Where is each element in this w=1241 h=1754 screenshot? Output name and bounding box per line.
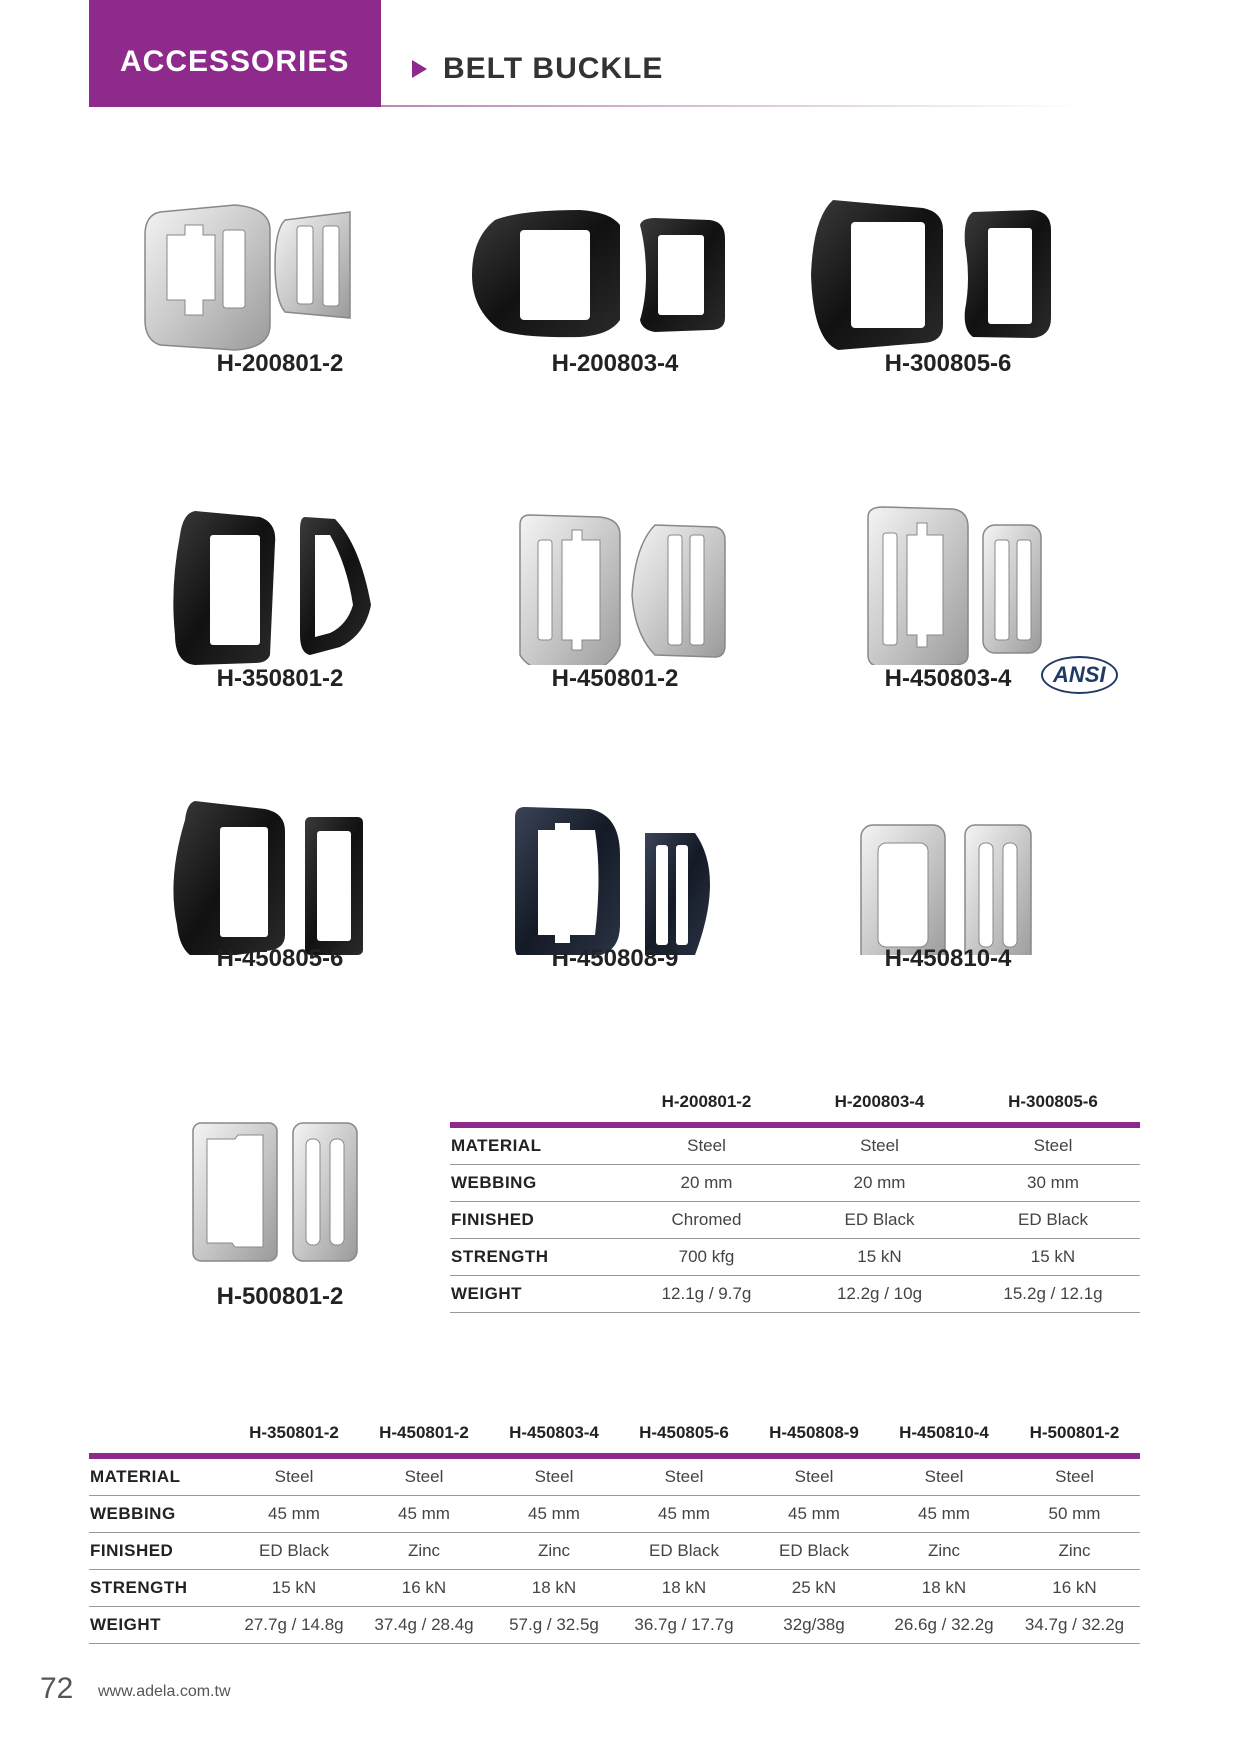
table-cell: 700 kfg: [620, 1239, 793, 1276]
product-card: [460, 505, 770, 755]
table-header-cell: H-450803-4: [489, 1423, 619, 1456]
table-cell: Steel: [1009, 1456, 1140, 1496]
buckle-image: [125, 190, 435, 370]
buckle-image: [793, 505, 1103, 665]
ansi-badge: ANSI: [1041, 656, 1118, 694]
buckle-image: [793, 795, 1103, 955]
table-cell: ED Black: [793, 1202, 966, 1239]
table-cell: Steel: [359, 1456, 489, 1496]
product-code: H-450810-4: [884, 945, 1012, 972]
table-header-cell: H-350801-2: [229, 1423, 359, 1456]
product-card: [793, 505, 1106, 755]
product-card: [125, 190, 435, 440]
triangle-bullet-icon: [412, 60, 427, 78]
table-cell: 20 mm: [620, 1165, 793, 1202]
product-code: H-450808-9: [551, 945, 679, 972]
product-code: H-200803-4: [551, 350, 679, 377]
product-card: [125, 1115, 435, 1365]
table-cell: ED Black: [229, 1533, 359, 1570]
table-header-blank: [89, 1423, 229, 1456]
table-header-cell: H-450810-4: [879, 1423, 1009, 1456]
product-card: [793, 190, 1103, 440]
table-cell: 45 mm: [359, 1496, 489, 1533]
table-row: [450, 1276, 1140, 1313]
table-cell: 18 kN: [619, 1570, 749, 1607]
section-label: ACCESSORIES: [120, 45, 350, 78]
table-cell: 20 mm: [793, 1165, 966, 1202]
table-row: [450, 1165, 1140, 1202]
section-tab: [89, 0, 381, 107]
buckle-image: [460, 505, 770, 665]
page-title-text: BELT BUCKLE: [443, 52, 664, 85]
table-cell: 45 mm: [619, 1496, 749, 1533]
row-label: WEIGHT: [450, 1276, 620, 1313]
table-cell: 18 kN: [489, 1570, 619, 1607]
table-row: [89, 1607, 1140, 1644]
table-cell: 30 mm: [966, 1165, 1140, 1202]
website-link[interactable]: www.adela.com.tw: [98, 1683, 231, 1700]
buckle-image: [125, 795, 435, 955]
row-label: FINISHED: [450, 1202, 620, 1239]
table-cell: Steel: [966, 1125, 1140, 1165]
buckle-image: [460, 795, 770, 955]
product-code: H-300805-6: [884, 350, 1012, 377]
product-code: H-200801-2: [216, 350, 344, 377]
table-cell: 32g/38g: [749, 1607, 879, 1644]
table-cell: 45 mm: [229, 1496, 359, 1533]
buckle-image: [125, 505, 435, 665]
product-card: [125, 505, 435, 755]
table-header-cell: H-450805-6: [619, 1423, 749, 1456]
table-header-cell: H-450801-2: [359, 1423, 489, 1456]
row-label: STRENGTH: [450, 1239, 620, 1276]
product-card: [793, 795, 1103, 1045]
table-cell: Steel: [489, 1456, 619, 1496]
table-cell: 37.4g / 28.4g: [359, 1607, 489, 1644]
table-cell: 16 kN: [359, 1570, 489, 1607]
table-cell: Zinc: [359, 1533, 489, 1570]
table-row: [450, 1202, 1140, 1239]
table-cell: Steel: [619, 1456, 749, 1496]
table-cell: 15 kN: [793, 1239, 966, 1276]
spec-table-1: [450, 1092, 1140, 1313]
table-header-row: [89, 1423, 1140, 1456]
table-cell: Zinc: [879, 1533, 1009, 1570]
table-cell: Steel: [749, 1456, 879, 1496]
table-row: [450, 1125, 1140, 1165]
table-cell: Zinc: [489, 1533, 619, 1570]
table-cell: 45 mm: [749, 1496, 879, 1533]
row-label: WEIGHT: [89, 1607, 229, 1644]
product-card: [460, 190, 770, 440]
page-title: [412, 52, 663, 86]
table-cell: 45 mm: [489, 1496, 619, 1533]
row-label: WEBBING: [89, 1496, 229, 1533]
table-header-cell: H-200801-2: [620, 1092, 793, 1125]
table-cell: 12.1g / 9.7g: [620, 1276, 793, 1313]
table-cell: 15 kN: [229, 1570, 359, 1607]
product-code: H-500801-2: [216, 1283, 344, 1310]
product-card: [125, 795, 435, 1045]
table-cell: 45 mm: [879, 1496, 1009, 1533]
table-row: [89, 1456, 1140, 1496]
table-header-blank: [450, 1092, 620, 1125]
table-row: [89, 1533, 1140, 1570]
table-cell: 36.7g / 17.7g: [619, 1607, 749, 1644]
table-cell: Steel: [793, 1125, 966, 1165]
table-cell: 50 mm: [1009, 1496, 1140, 1533]
table-cell: Steel: [879, 1456, 1009, 1496]
table-row: [450, 1239, 1140, 1276]
table-header-cell: H-200803-4: [793, 1092, 966, 1125]
row-label: FINISHED: [89, 1533, 229, 1570]
table-cell: Chromed: [620, 1202, 793, 1239]
table-row: [89, 1496, 1140, 1533]
product-code: H-450805-6: [216, 945, 344, 972]
page-number: 72: [40, 1672, 74, 1705]
row-label: STRENGTH: [89, 1570, 229, 1607]
row-label: WEBBING: [450, 1165, 620, 1202]
product-card: [460, 795, 770, 1045]
table-header-cell: H-300805-6: [966, 1092, 1140, 1125]
table-cell: 57.g / 32.5g: [489, 1607, 619, 1644]
buckle-image: [793, 190, 1103, 370]
buckle-image: [125, 1115, 435, 1275]
table-cell: ED Black: [966, 1202, 1140, 1239]
table-cell: ED Black: [619, 1533, 749, 1570]
buckle-image: [460, 190, 770, 370]
product-code: H-350801-2: [216, 665, 344, 692]
table-header-cell: H-500801-2: [1009, 1423, 1140, 1456]
table-cell: 12.2g / 10g: [793, 1276, 966, 1313]
table-cell: 18 kN: [879, 1570, 1009, 1607]
table-cell: 15.2g / 12.1g: [966, 1276, 1140, 1313]
table-cell: Zinc: [1009, 1533, 1140, 1570]
table-cell: 15 kN: [966, 1239, 1140, 1276]
table-cell: 16 kN: [1009, 1570, 1140, 1607]
table-cell: Steel: [620, 1125, 793, 1165]
table-header-cell: H-450808-9: [749, 1423, 879, 1456]
table-cell: Steel: [229, 1456, 359, 1496]
table-cell: 26.6g / 32.2g: [879, 1607, 1009, 1644]
row-label: MATERIAL: [89, 1456, 229, 1496]
table-header-row: [450, 1092, 1140, 1125]
table-cell: ED Black: [749, 1533, 879, 1570]
table-cell: 27.7g / 14.8g: [229, 1607, 359, 1644]
row-label: MATERIAL: [450, 1125, 620, 1165]
product-code: H-450803-4: [884, 665, 1012, 692]
table-cell: 25 kN: [749, 1570, 879, 1607]
product-code: H-450801-2: [551, 665, 679, 692]
header-rule: [381, 105, 1081, 107]
spec-table-2: [89, 1423, 1140, 1644]
table-row: [89, 1570, 1140, 1607]
table-cell: 34.7g / 32.2g: [1009, 1607, 1140, 1644]
